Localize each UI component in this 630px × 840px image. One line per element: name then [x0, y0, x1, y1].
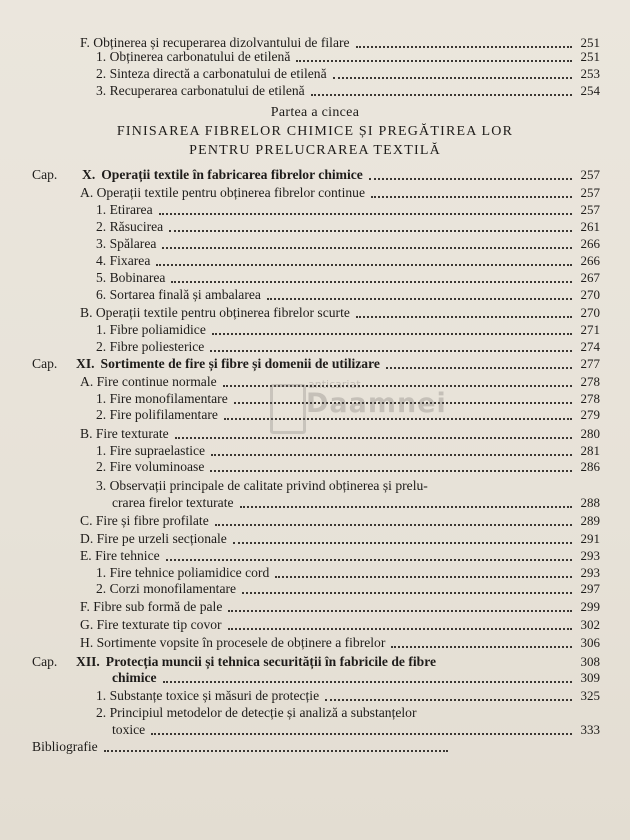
chapter-cap-label: Cap.	[32, 654, 58, 669]
leader-dots	[171, 280, 572, 283]
leader-dots	[233, 541, 572, 544]
toc-entry: toxice 333	[112, 722, 600, 737]
toc-entry: C. Fire și fibre profilate 289	[80, 513, 600, 528]
leader-dots	[240, 505, 572, 508]
toc-entry: D. Fire pe urzeli secționale 291	[80, 531, 600, 546]
leader-dots	[210, 469, 572, 472]
leader-dots	[215, 523, 572, 526]
leader-dots	[151, 732, 572, 735]
leader-dots	[325, 698, 572, 701]
toc-entry: 1. Fibre poliamidice 271	[96, 322, 600, 337]
toc-entry: F. Obținerea și recuperarea dizolvantului de filare 251	[80, 35, 600, 50]
toc-entry: 2. Corzi monofilamentare 297	[96, 581, 600, 596]
chapter-cap-label: Cap.	[32, 167, 58, 182]
toc-entry: 2. Fire polifilamentare 279	[96, 407, 600, 422]
leader-dots	[163, 680, 572, 683]
toc-entry: 3. Recuperarea carbonatului de etilenă 254	[96, 83, 600, 98]
toc-entry: 1. Obținerea carbonatului de etilenă 251	[96, 49, 600, 64]
leader-dots	[210, 349, 572, 352]
toc-entry: 1. Substanțe toxice și măsuri de protecție 325	[96, 688, 600, 703]
leader-dots	[296, 59, 572, 62]
part-heading: Partea a cincea	[270, 105, 360, 120]
toc-entry: A. Operații textile pentru obținerea fibrelor continue 257	[80, 185, 600, 200]
leader-dots	[159, 212, 572, 215]
toc-entry: 2. Fire voluminoase 286	[96, 459, 600, 474]
chapter-entry: X. Operații textile în fabricarea fibrelor chimice 257	[82, 167, 600, 182]
leader-dots	[228, 627, 572, 630]
toc-entry: F. Fibre sub formă de pale 299	[80, 599, 600, 614]
leader-dots	[356, 315, 572, 318]
toc-entry: 2. Fibre poliesterice 274	[96, 339, 600, 354]
leader-dots	[391, 645, 572, 648]
leader-dots	[371, 195, 572, 198]
toc-entry: 4. Fixarea 266	[96, 253, 600, 268]
leader-dots	[166, 558, 572, 561]
toc-entry-bibliography: Bibliografie	[32, 738, 452, 756]
toc-entry: 1. Fire monofilamentare 278	[96, 391, 600, 406]
leader-dots	[104, 749, 448, 752]
leader-dots	[275, 575, 572, 578]
leader-dots	[156, 263, 572, 266]
leader-dots	[311, 93, 572, 96]
toc-entry: A. Fire continue normale 278	[80, 374, 600, 389]
leader-dots	[211, 453, 572, 456]
toc-entry: 6. Sortarea finală și ambalarea 270	[96, 287, 600, 302]
toc-entry: 1. Etirarea 257	[96, 202, 600, 217]
toc-entry: H. Sortimente vopsite în procesele de obținere a fibrelor 306	[80, 635, 600, 650]
watermark-logo: anticariat Daamnei	[268, 378, 418, 448]
watermark-box-icon	[270, 384, 306, 434]
toc-entry: 2. Răsucirea 261	[96, 219, 600, 234]
leader-dots	[333, 76, 572, 79]
leader-dots	[212, 332, 572, 335]
chapter-entry: XI. Sortimente de fire și fibre și domenii de utilizare 277	[76, 356, 600, 371]
toc-entry: E. Fire tehnice 293	[80, 548, 600, 563]
leader-dots	[386, 366, 572, 369]
toc-entry-multiline: 3. Observații principale de calitate privind obținerea și prelu-	[96, 478, 428, 493]
toc-entry: 1. Fire supraelastice 281	[96, 443, 600, 458]
toc-entry: 1. Fire tehnice poliamidice cord 293	[96, 565, 600, 580]
leader-dots	[162, 246, 572, 249]
part-title-line1: FINISAREA FIBRELOR CHIMICE ȘI PREGĂTIREA LOR	[116, 124, 514, 139]
toc-entry: crarea firelor texturate 288	[112, 495, 600, 510]
leader-dots	[242, 591, 572, 594]
chapter-entry-continued: chimice 309	[112, 670, 600, 685]
toc-entry-multiline: 2. Principiul metodelor de detecție și analiză a substanțelor	[96, 705, 417, 720]
chapter-entry: XII. Protecția muncii și tehnica securității în fabricile de fibre 308	[76, 654, 600, 669]
leader-dots	[228, 609, 572, 612]
toc-entry: 5. Bobinarea 267	[96, 270, 600, 285]
toc-entry: B. Fire texturate 280	[80, 426, 600, 441]
part-title-line2: PENTRU PRELUCRAREA TEXTILĂ	[189, 143, 441, 158]
toc-entry: B. Operații textile pentru obținerea fibrelor scurte 270	[80, 305, 600, 320]
leader-dots	[169, 229, 572, 232]
toc-entry: G. Fire texturate tip covor 302	[80, 617, 600, 632]
toc-entry: 2. Sinteza directă a carbonatului de etilenă 253	[96, 66, 600, 81]
toc-entry: 3. Spălarea 266	[96, 236, 600, 251]
leader-dots	[369, 177, 572, 180]
leader-dots	[267, 297, 572, 300]
chapter-cap-label: Cap.	[32, 356, 58, 371]
